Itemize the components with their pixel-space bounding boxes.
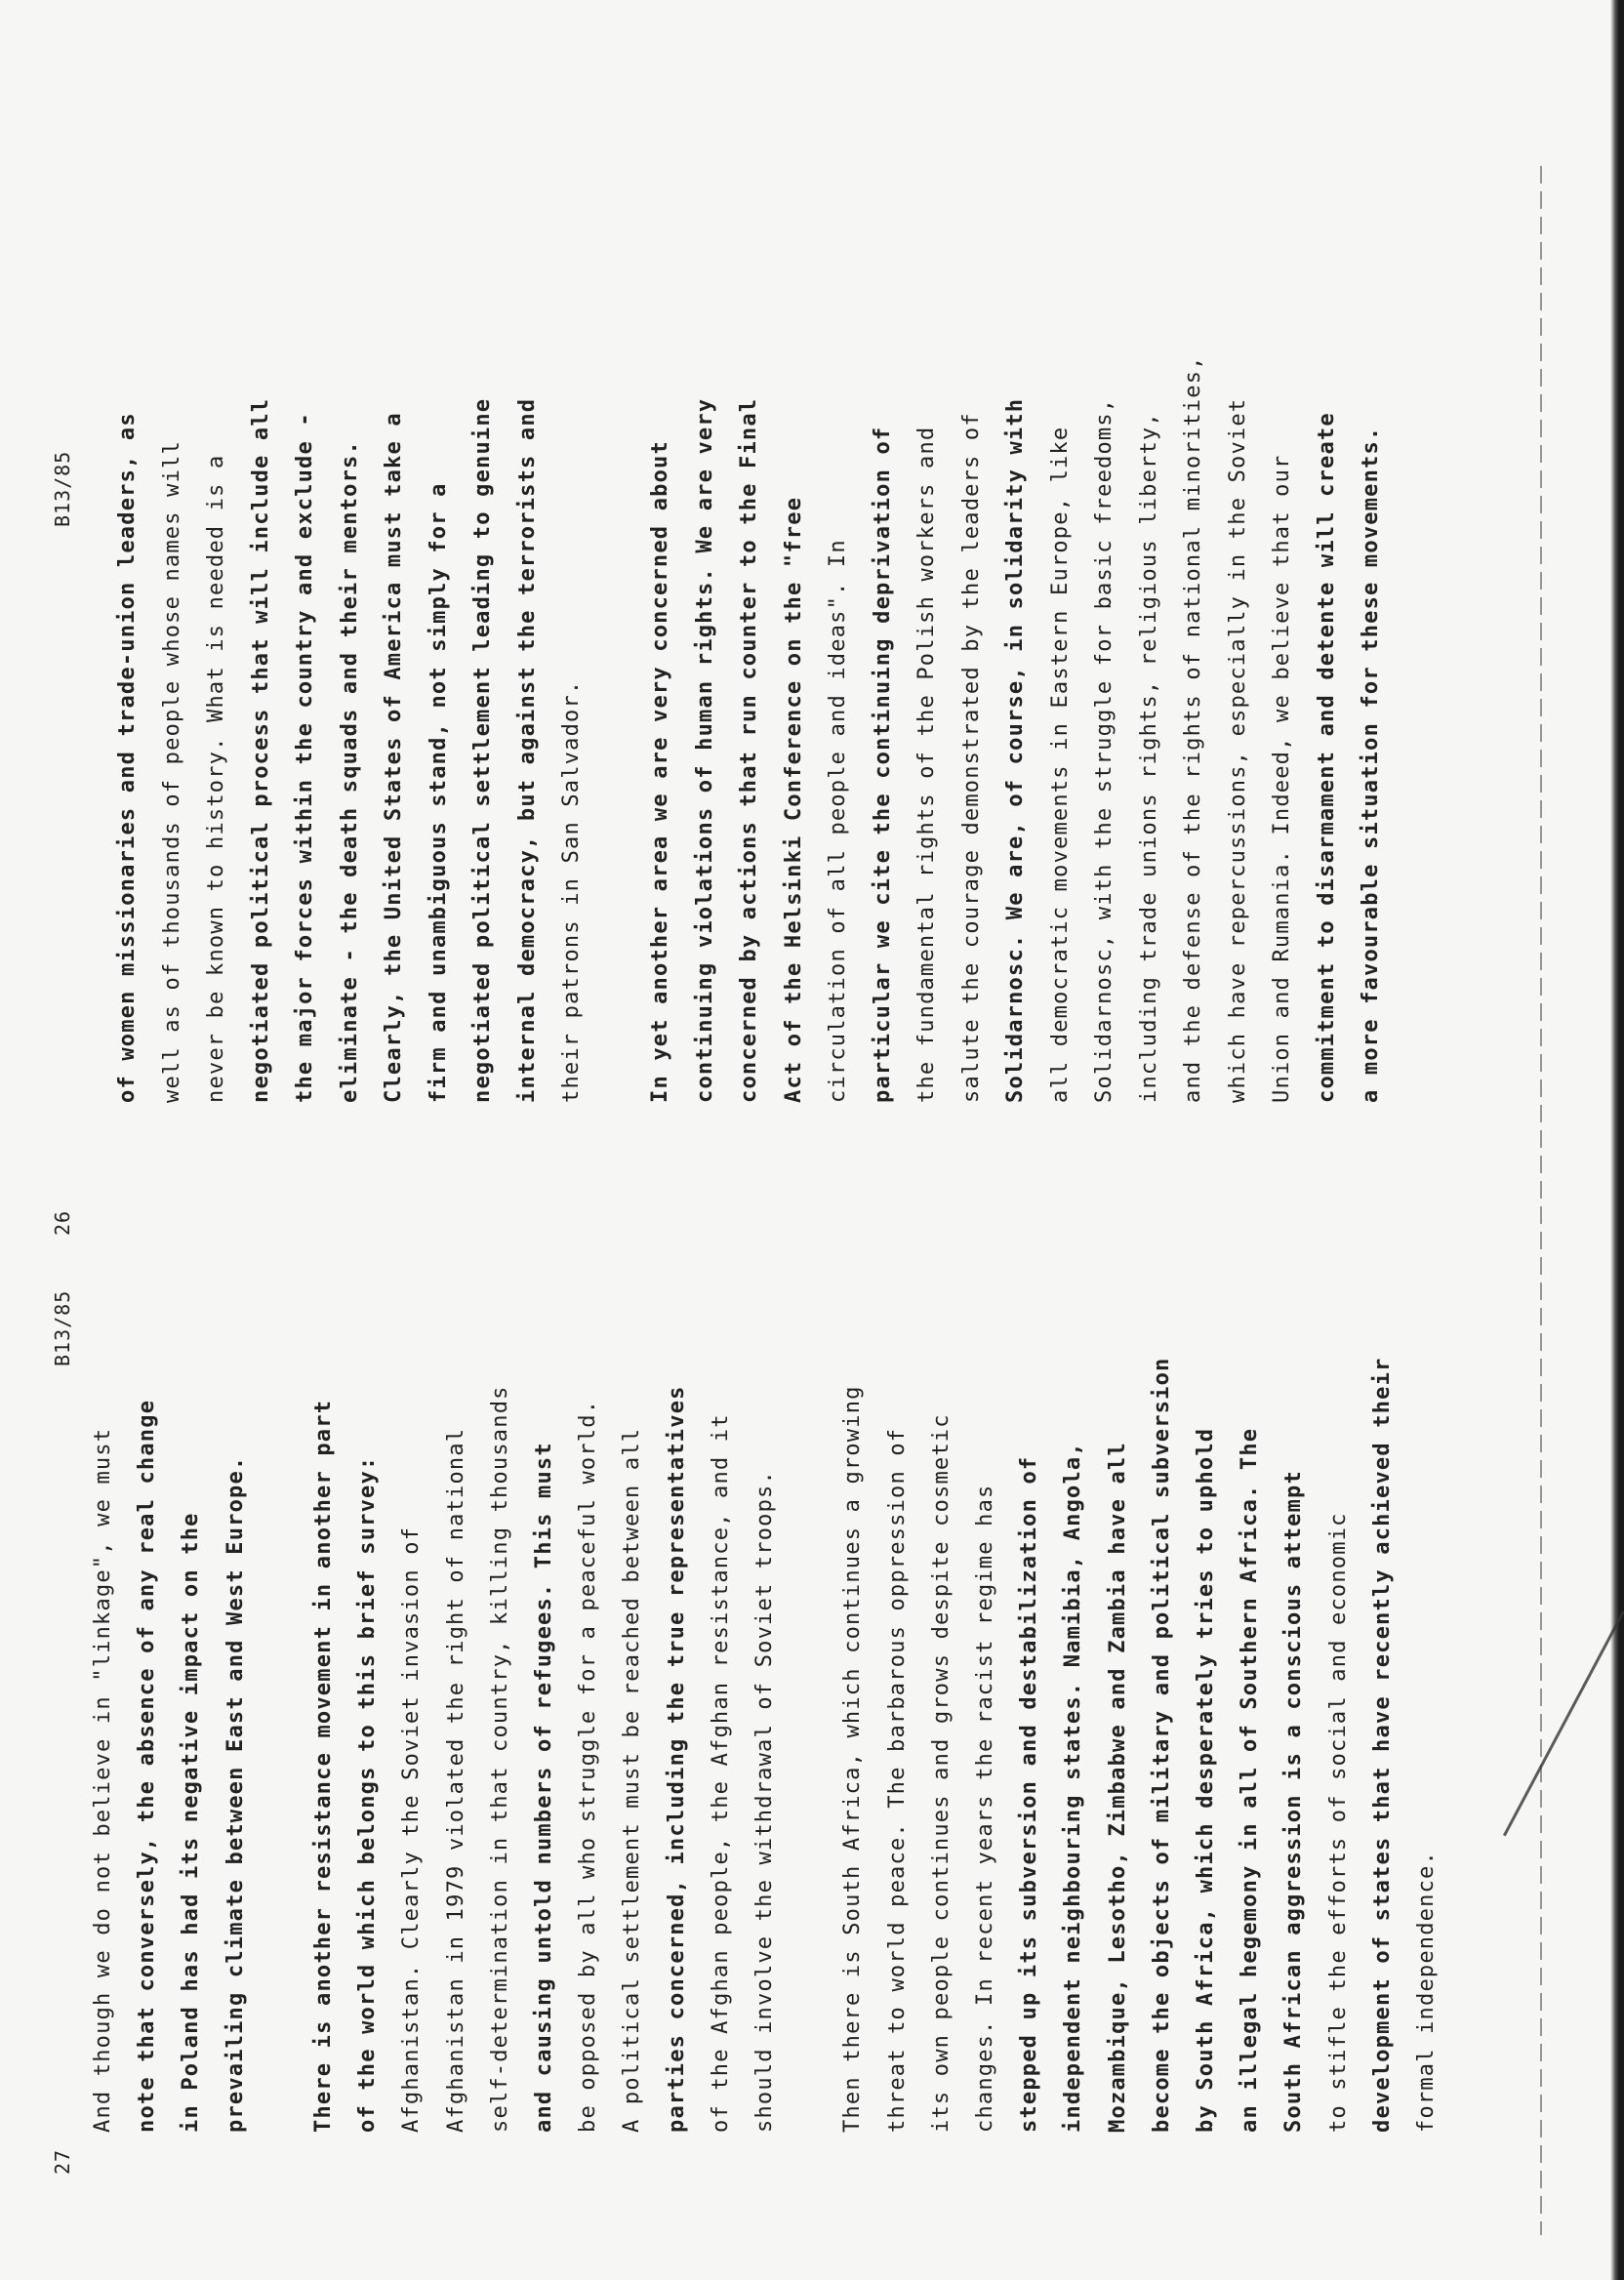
left_page-text-line: negotiated political settlement leading to genuine (470, 397, 495, 1103)
left_page-text-line: concerned by actions that run counter to the Final (737, 397, 761, 1103)
right_page-text-line: threat to world peace. The barbarous oppression of (884, 1427, 910, 2133)
left-page-number: 26 (51, 1209, 74, 1236)
right_page-text-line: changes. In recent years the racist regime has (973, 1484, 997, 2133)
right_page-text-line: should involve the withdrawal of Soviet troops. (752, 1470, 777, 2133)
right_page-text-line: A political settlement must be reached between all (620, 1427, 645, 2133)
right_page-text-line: And though we do not believe in "linkage", we must (91, 1427, 115, 2133)
right_page-text-line: in Poland has had its negative impact on the (179, 1512, 204, 2133)
right_page-text-line: its own people continues and grows despite cosmetic (928, 1413, 954, 2133)
right_page-text-line: Then there is South Africa, which continues a growing (840, 1385, 866, 2133)
right-page-reference: B13/85 (51, 1289, 74, 1366)
left_page-text-line: of women missionaries and trade-union leaders, as (115, 412, 140, 1103)
left_page-text-line: all democratic movements in Eastern Europe, like (1047, 426, 1073, 1103)
right_page-text-line: be opposed by all who struggle for a peaceful world. (576, 1399, 601, 2133)
left_page-text-line: their patrons in San Salvador. (559, 679, 584, 1103)
right_page-text-line: an illegal hegemony in all of Southern Africa. The (1238, 1427, 1263, 2133)
left_page-text-line: negotiated political process that will include all (248, 397, 273, 1103)
left_page-text-line: and the defense of the rights of national minorities, (1181, 355, 1205, 1103)
left_page-text-line: particular we cite the continuing deprivation of (870, 426, 895, 1103)
right_page-text-line: development of states that have recently achieved their (1369, 1357, 1395, 2133)
right-page-number: 27 (51, 2148, 74, 2175)
left_page-text-line: the major forces within the country and exclude - (293, 412, 317, 1103)
right_page-text-line: note that conversely, the absence of any real change (135, 1399, 160, 2133)
right_page-text-line: formal independence. (1414, 1851, 1439, 2133)
scan-edge-shadow (1610, 0, 1624, 2280)
left_page-text-line: Union and Rumania. Indeed, we believe that our (1270, 454, 1294, 1103)
left_page-text-line: eliminate - the death squads and their mentors. (337, 440, 362, 1103)
scan-corner-mark (1503, 1610, 1624, 1836)
right_page-text-line: self-determination in that country, killing thousands (487, 1385, 512, 2133)
right_page-text-line: Afghanistan in 1979 violated the right of national (443, 1427, 468, 2133)
left_page-text-line: well as of thousands of people whose names will (159, 440, 184, 1103)
left_page-text-line: salute the courage demonstrated by the leaders of (958, 412, 984, 1103)
right_page-text-line: There is another resistance movement in another part (311, 1399, 336, 2133)
left_page-text-line: Act of the Helsinki Conference on the "free (781, 496, 806, 1103)
left_page-text-line: Solidarnosc, with the struggle for basic freedoms, (1092, 397, 1116, 1103)
right_page-text-line: Mozambique, Lesotho, Zimbabwe and Zambia have all (1105, 1442, 1130, 2133)
left_page-text-line: continuing violations of human rights. We are very (692, 397, 717, 1103)
left-page-reference: B13/85 (51, 450, 74, 527)
right_page-text-line: to stifle the efforts of social and economic (1325, 1512, 1351, 2133)
right_page-text-line: parties concerned, including the true representatives (664, 1385, 689, 2133)
right_page-text-line: become the objects of military and political subversion (1149, 1357, 1174, 2133)
left_page-text-line: never be known to history. What is needed is a (204, 454, 228, 1103)
left_page-text-line: firm and unambiguous stand, not simply for a (426, 482, 451, 1103)
left_page-text-line: a more favourable situation for these movements. (1359, 426, 1383, 1103)
right_page-text-line: prevailing climate between East and West Europe. (223, 1455, 248, 2133)
left_page-text-line: including trade unions rights, religious liberty, (1136, 412, 1161, 1103)
right_page-text-line: stepped up its subversion and destabilization of (1017, 1455, 1042, 2133)
left_page-text-line: commitment to disarmament and detente will create (1314, 412, 1339, 1103)
left_page-text-line: Clearly, the United States of America must take a (382, 412, 406, 1103)
left_page-text-line: In yet another area we are very concerned about (648, 440, 672, 1103)
right_page-text-line: independent neighbouring states. Namibia, Angola, (1061, 1442, 1086, 2133)
right_page-text-line: of the world which belongs to this brief survey: (355, 1455, 381, 2133)
right_page-text-line: of the Afghan people, the Afghan resistance, and it (708, 1413, 733, 2133)
left_page-text-line: the fundamental rights of the Polish workers and (914, 426, 939, 1103)
left_page-text-line: circulation of all people and ideas". In (826, 539, 850, 1103)
left_page-text-line: which have repercussions, especially in the Soviet (1225, 397, 1250, 1103)
right_page-text-line: and causing untold numbers of refugees. This must (532, 1442, 556, 2133)
right_page-text-line: by South Africa, which desperately tries to uphold (1194, 1427, 1218, 2133)
left_page-text-line: internal democracy, but against the terrorists and (514, 397, 540, 1103)
right_page-text-line: South African aggression is a conscious attempt (1281, 1470, 1307, 2133)
left_page-text-line: Solidarnosc. We are, of course, in solidarity with (1003, 397, 1028, 1103)
page-fold-line (1540, 166, 1542, 2235)
right_page-text-line: Afghanistan. Clearly the Soviet invasion of (399, 1526, 425, 2133)
